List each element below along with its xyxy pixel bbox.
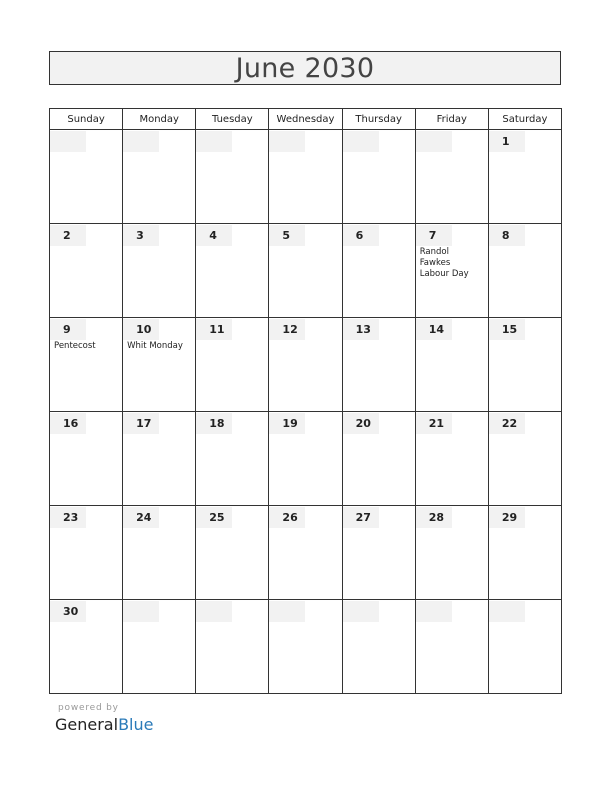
day-cell[interactable]	[123, 506, 196, 600]
day-number: 20	[343, 413, 379, 434]
day-number: 28	[416, 507, 452, 528]
week-row	[50, 600, 562, 694]
calendar-body	[50, 130, 562, 694]
day-number: 5	[269, 225, 305, 246]
week-row	[50, 318, 562, 412]
weekday-header-thursday: Thursday	[342, 109, 415, 130]
day-cell[interactable]	[269, 130, 342, 224]
day-cell[interactable]	[488, 130, 561, 224]
event-label: Pentecost	[54, 341, 96, 351]
day-cell[interactable]	[50, 412, 123, 506]
day-cell[interactable]	[269, 506, 342, 600]
day-number: 6	[343, 225, 379, 246]
day-number: 16	[50, 413, 86, 434]
day-number: 7	[416, 225, 452, 246]
day-number: 13	[343, 319, 379, 340]
day-number: 27	[343, 507, 379, 528]
day-number: 21	[416, 413, 452, 434]
day-number: 9	[50, 319, 86, 340]
weekday-header-wednesday: Wednesday	[269, 109, 342, 130]
day-cell[interactable]	[50, 318, 123, 412]
day-cell[interactable]	[123, 224, 196, 318]
day-number: 22	[489, 413, 525, 434]
day-number	[123, 601, 159, 622]
day-cell[interactable]	[269, 318, 342, 412]
day-number	[343, 601, 379, 622]
day-number: 2	[50, 225, 86, 246]
day-cell[interactable]	[415, 506, 488, 600]
week-row	[50, 224, 562, 318]
brand-blue-text: Blue	[118, 715, 154, 734]
day-cell[interactable]	[342, 506, 415, 600]
day-number: 4	[196, 225, 232, 246]
week-row	[50, 506, 562, 600]
day-cell[interactable]	[123, 318, 196, 412]
day-number: 1	[489, 131, 525, 152]
day-cell[interactable]	[415, 130, 488, 224]
event-list	[123, 340, 195, 352]
day-cell[interactable]	[50, 224, 123, 318]
event-list	[50, 340, 122, 352]
day-number	[416, 131, 452, 152]
day-cell[interactable]	[488, 600, 561, 694]
day-cell[interactable]	[342, 412, 415, 506]
event-label: Randol Fawkes Labour Day	[419, 247, 469, 279]
event-label: Whit Monday	[127, 341, 183, 351]
day-number	[196, 601, 232, 622]
day-number: 29	[489, 507, 525, 528]
day-number	[416, 601, 452, 622]
day-cell[interactable]	[415, 318, 488, 412]
day-number: 12	[269, 319, 305, 340]
day-number: 24	[123, 507, 159, 528]
day-cell[interactable]	[488, 412, 561, 506]
day-cell[interactable]	[269, 412, 342, 506]
day-number: 26	[269, 507, 305, 528]
weekday-header-tuesday: Tuesday	[196, 109, 269, 130]
day-cell[interactable]	[196, 412, 269, 506]
day-number: 10	[123, 319, 159, 340]
day-cell[interactable]	[196, 130, 269, 224]
day-cell[interactable]	[342, 224, 415, 318]
calendar-title: June 2030	[49, 51, 561, 85]
day-number	[489, 601, 525, 622]
day-number: 8	[489, 225, 525, 246]
day-number: 11	[196, 319, 232, 340]
powered-by-label: powered by	[58, 703, 119, 713]
day-number: 19	[269, 413, 305, 434]
day-number: 18	[196, 413, 232, 434]
brand-logo	[55, 715, 153, 734]
day-number	[269, 601, 305, 622]
day-cell[interactable]	[196, 506, 269, 600]
week-row	[50, 130, 562, 224]
day-cell[interactable]	[123, 600, 196, 694]
week-row	[50, 412, 562, 506]
day-cell[interactable]	[488, 506, 561, 600]
day-cell[interactable]	[50, 600, 123, 694]
day-number: 3	[123, 225, 159, 246]
day-cell[interactable]	[123, 130, 196, 224]
day-number	[269, 131, 305, 152]
weekday-header-monday: Monday	[123, 109, 196, 130]
day-cell[interactable]	[123, 412, 196, 506]
day-cell[interactable]	[342, 600, 415, 694]
day-cell[interactable]	[196, 318, 269, 412]
day-cell[interactable]	[488, 224, 561, 318]
day-cell[interactable]	[50, 130, 123, 224]
day-number: 23	[50, 507, 86, 528]
day-number: 30	[50, 601, 86, 622]
day-number	[50, 131, 86, 152]
weekday-header-row	[50, 109, 562, 130]
day-number: 14	[416, 319, 452, 340]
day-cell[interactable]	[415, 224, 488, 318]
day-number	[196, 131, 232, 152]
day-cell[interactable]	[196, 224, 269, 318]
weekday-header-sunday: Sunday	[50, 109, 123, 130]
day-cell[interactable]	[269, 224, 342, 318]
day-cell[interactable]	[342, 130, 415, 224]
weekday-header-friday: Friday	[415, 109, 488, 130]
day-cell[interactable]	[50, 506, 123, 600]
day-cell[interactable]	[415, 412, 488, 506]
day-number: 15	[489, 319, 525, 340]
day-cell[interactable]	[269, 600, 342, 694]
event-list	[416, 246, 488, 280]
day-number: 17	[123, 413, 159, 434]
day-number	[343, 131, 379, 152]
weekday-header-saturday: Saturday	[488, 109, 561, 130]
day-number	[123, 131, 159, 152]
day-cell[interactable]	[415, 600, 488, 694]
day-number: 25	[196, 507, 232, 528]
day-cell[interactable]	[196, 600, 269, 694]
day-cell[interactable]	[342, 318, 415, 412]
day-cell[interactable]	[488, 318, 561, 412]
calendar-grid	[49, 108, 562, 694]
brand-general-text: General	[55, 715, 119, 734]
